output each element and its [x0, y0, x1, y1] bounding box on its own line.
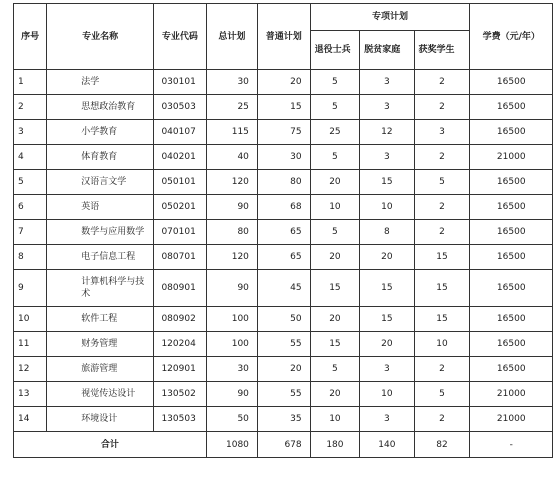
header-normal-plan: 普通计划	[257, 4, 310, 70]
cell-veteran: 20	[310, 245, 360, 270]
cell-seq: 13	[14, 382, 47, 407]
summary-award-student: 82	[414, 432, 470, 458]
cell-tuition-fee: 16500	[470, 95, 553, 120]
cell-seq: 9	[14, 270, 47, 307]
enrollment-plan-table-container	[13, 3, 553, 458]
cell-tuition-fee: 16500	[470, 245, 553, 270]
summary-total-plan: 1080	[206, 432, 257, 458]
cell-seq: 6	[14, 195, 47, 220]
enrollment-plan-table	[13, 3, 553, 458]
cell-normal-plan: 80	[257, 170, 310, 195]
cell-normal-plan: 65	[257, 220, 310, 245]
cell-major-name: 数学与应用数学	[47, 220, 154, 245]
cell-tuition-fee: 21000	[470, 407, 553, 432]
cell-poor-family: 20	[360, 332, 414, 357]
cell-major-code: 050101	[154, 170, 207, 195]
cell-normal-plan: 15	[257, 95, 310, 120]
cell-total-plan: 30	[206, 70, 257, 95]
cell-total-plan: 100	[206, 307, 257, 332]
cell-total-plan: 100	[206, 332, 257, 357]
cell-poor-family: 3	[360, 70, 414, 95]
cell-major-name: 环境设计	[47, 407, 154, 432]
cell-veteran: 10	[310, 407, 360, 432]
summary-tuition-fee: -	[470, 432, 553, 458]
cell-major-name: 软件工程	[47, 307, 154, 332]
table-row	[14, 195, 553, 220]
cell-major-code: 130502	[154, 382, 207, 407]
cell-veteran: 5	[310, 145, 360, 170]
cell-major-code: 120901	[154, 357, 207, 382]
table-row	[14, 270, 553, 307]
cell-major-code: 070101	[154, 220, 207, 245]
cell-normal-plan: 55	[257, 382, 310, 407]
summary-poor-family: 140	[360, 432, 414, 458]
cell-award-student: 3	[414, 120, 470, 145]
cell-total-plan: 25	[206, 95, 257, 120]
cell-award-student: 15	[414, 270, 470, 307]
cell-normal-plan: 45	[257, 270, 310, 307]
cell-total-plan: 90	[206, 382, 257, 407]
cell-major-name: 法学	[47, 70, 154, 95]
cell-poor-family: 3	[360, 145, 414, 170]
cell-award-student: 2	[414, 145, 470, 170]
cell-award-student: 2	[414, 220, 470, 245]
cell-seq: 11	[14, 332, 47, 357]
cell-poor-family: 15	[360, 307, 414, 332]
cell-major-code: 050201	[154, 195, 207, 220]
cell-major-name: 视觉传达设计	[47, 382, 154, 407]
cell-total-plan: 120	[206, 245, 257, 270]
cell-tuition-fee: 16500	[470, 120, 553, 145]
summary-row	[14, 432, 553, 458]
table-row	[14, 70, 553, 95]
header-award-student: 获奖学生	[414, 31, 470, 70]
cell-major-name: 计算机科学与技术	[47, 270, 154, 307]
cell-normal-plan: 68	[257, 195, 310, 220]
cell-normal-plan: 75	[257, 120, 310, 145]
cell-seq: 7	[14, 220, 47, 245]
cell-veteran: 10	[310, 195, 360, 220]
cell-major-name: 体育教育	[47, 145, 154, 170]
table-row	[14, 332, 553, 357]
cell-major-code: 080902	[154, 307, 207, 332]
table-row	[14, 307, 553, 332]
cell-poor-family: 8	[360, 220, 414, 245]
cell-major-name: 思想政治教育	[47, 95, 154, 120]
table-body	[14, 4, 553, 458]
cell-seq: 5	[14, 170, 47, 195]
cell-award-student: 2	[414, 195, 470, 220]
table-row	[14, 145, 553, 170]
summary-label: 合计	[14, 432, 207, 458]
table-row	[14, 407, 553, 432]
cell-veteran: 5	[310, 70, 360, 95]
header-major-name: 专业名称	[47, 4, 154, 70]
header-seq: 序号	[14, 4, 47, 70]
cell-major-code: 080901	[154, 270, 207, 307]
cell-award-student: 2	[414, 407, 470, 432]
cell-seq: 2	[14, 95, 47, 120]
cell-poor-family: 12	[360, 120, 414, 145]
cell-veteran: 20	[310, 307, 360, 332]
cell-seq: 1	[14, 70, 47, 95]
table-row	[14, 95, 553, 120]
cell-major-name: 小学教育	[47, 120, 154, 145]
cell-normal-plan: 20	[257, 70, 310, 95]
cell-tuition-fee: 16500	[470, 332, 553, 357]
cell-tuition-fee: 21000	[470, 145, 553, 170]
cell-normal-plan: 35	[257, 407, 310, 432]
header-veteran: 退役士兵	[310, 31, 360, 70]
cell-total-plan: 40	[206, 145, 257, 170]
cell-seq: 12	[14, 357, 47, 382]
cell-award-student: 10	[414, 332, 470, 357]
table-row	[14, 120, 553, 145]
cell-seq: 8	[14, 245, 47, 270]
cell-normal-plan: 30	[257, 145, 310, 170]
cell-seq: 10	[14, 307, 47, 332]
header-major-code: 专业代码	[154, 4, 207, 70]
cell-veteran: 20	[310, 170, 360, 195]
cell-award-student: 5	[414, 382, 470, 407]
header-total-plan: 总计划	[206, 4, 257, 70]
cell-normal-plan: 55	[257, 332, 310, 357]
cell-tuition-fee: 16500	[470, 170, 553, 195]
cell-seq: 3	[14, 120, 47, 145]
cell-veteran: 5	[310, 95, 360, 120]
cell-poor-family: 15	[360, 270, 414, 307]
cell-poor-family: 10	[360, 382, 414, 407]
cell-major-code: 130503	[154, 407, 207, 432]
table-row	[14, 382, 553, 407]
cell-major-name: 旅游管理	[47, 357, 154, 382]
cell-major-name: 电子信息工程	[47, 245, 154, 270]
cell-award-student: 2	[414, 95, 470, 120]
cell-total-plan: 90	[206, 195, 257, 220]
summary-normal-plan: 678	[257, 432, 310, 458]
cell-major-name: 汉语言文学	[47, 170, 154, 195]
cell-total-plan: 50	[206, 407, 257, 432]
header-tuition-fee: 学费（元/年）	[470, 4, 553, 70]
cell-poor-family: 3	[360, 95, 414, 120]
cell-tuition-fee: 16500	[470, 270, 553, 307]
cell-major-code: 080701	[154, 245, 207, 270]
cell-veteran: 20	[310, 382, 360, 407]
table-row	[14, 170, 553, 195]
cell-total-plan: 30	[206, 357, 257, 382]
cell-veteran: 25	[310, 120, 360, 145]
cell-veteran: 15	[310, 332, 360, 357]
cell-tuition-fee: 16500	[470, 70, 553, 95]
cell-award-student: 15	[414, 307, 470, 332]
cell-poor-family: 3	[360, 407, 414, 432]
cell-seq: 4	[14, 145, 47, 170]
cell-major-code: 030503	[154, 95, 207, 120]
cell-award-student: 2	[414, 70, 470, 95]
cell-major-code: 120204	[154, 332, 207, 357]
cell-major-code: 040107	[154, 120, 207, 145]
cell-tuition-fee: 16500	[470, 307, 553, 332]
cell-total-plan: 120	[206, 170, 257, 195]
cell-tuition-fee: 21000	[470, 382, 553, 407]
cell-normal-plan: 65	[257, 245, 310, 270]
table-row	[14, 220, 553, 245]
table-row	[14, 245, 553, 270]
cell-major-name: 英语	[47, 195, 154, 220]
cell-total-plan: 115	[206, 120, 257, 145]
cell-poor-family: 3	[360, 357, 414, 382]
cell-poor-family: 10	[360, 195, 414, 220]
cell-veteran: 5	[310, 220, 360, 245]
cell-tuition-fee: 16500	[470, 220, 553, 245]
cell-veteran: 5	[310, 357, 360, 382]
cell-poor-family: 20	[360, 245, 414, 270]
cell-tuition-fee: 16500	[470, 357, 553, 382]
cell-normal-plan: 50	[257, 307, 310, 332]
table-row	[14, 357, 553, 382]
cell-normal-plan: 20	[257, 357, 310, 382]
cell-award-student: 2	[414, 357, 470, 382]
cell-total-plan: 80	[206, 220, 257, 245]
cell-award-student: 5	[414, 170, 470, 195]
cell-tuition-fee: 16500	[470, 195, 553, 220]
header-special-plan: 专项计划	[310, 4, 470, 31]
cell-award-student: 15	[414, 245, 470, 270]
header-poor-family: 脱贫家庭	[360, 31, 414, 70]
cell-major-code: 040201	[154, 145, 207, 170]
cell-poor-family: 15	[360, 170, 414, 195]
summary-veteran: 180	[310, 432, 360, 458]
cell-total-plan: 90	[206, 270, 257, 307]
cell-major-name: 财务管理	[47, 332, 154, 357]
cell-seq: 14	[14, 407, 47, 432]
cell-major-code: 030101	[154, 70, 207, 95]
cell-veteran: 15	[310, 270, 360, 307]
header-row-top	[14, 4, 553, 31]
